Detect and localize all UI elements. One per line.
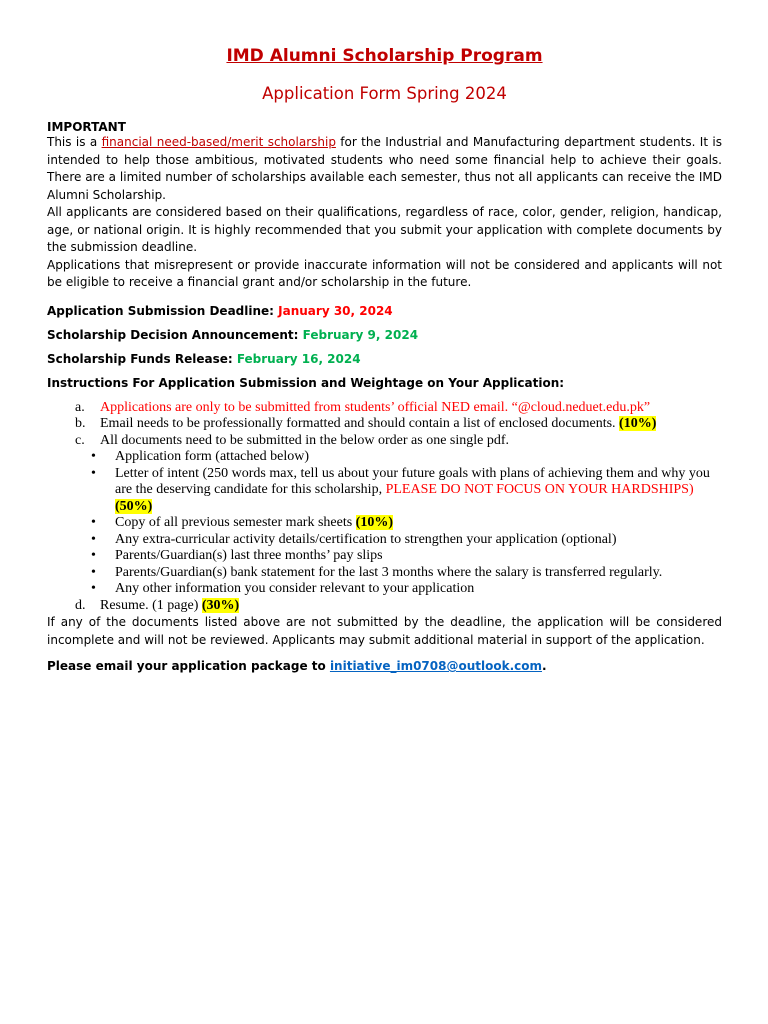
bullet-icon: • <box>91 581 96 596</box>
list-item: d. Resume. (1 page) (30%) <box>75 597 240 613</box>
list-item: b. Email needs to be professionally formatted and should contain a list of enclosed documents. (10%) <box>75 416 657 431</box>
instructions-list <box>47 400 722 615</box>
scholarship-type-link[interactable]: financial need-based/merit scholarship <box>101 135 336 149</box>
instructions-heading: Instructions For Application Submission and Weightage on Your Application: <box>47 375 565 390</box>
list-item: • Parents/Guardian(s) bank statement for the last 3 months where the salary is transferred regularly. <box>91 564 663 580</box>
list-marker: d. <box>75 597 86 613</box>
documents-list <box>47 449 722 598</box>
list-item: • Letter of intent (250 words max, tell us about your future goals with plans of achieving them and why you are the deserving candidate for this scholarship, PLEASE DO NOT FOCUS ON YOUR HARDSHIPS) (50%) <box>91 465 710 514</box>
list-marker: b. <box>75 416 86 431</box>
funds-release-date: February 16, 2024 <box>236 351 361 366</box>
weight-badge: (30%) <box>201 597 240 613</box>
intro-paragraph-3: Applications that misrepresent or provide inaccurate information will not be considered and applicants will not be eligible to receive a financial grant and/or scholarship in the future. <box>47 257 722 289</box>
important-heading: IMPORTANT <box>47 120 126 134</box>
weight-badge: (50%) <box>115 498 153 514</box>
list-marker: c. <box>75 432 85 448</box>
list-item: • Application form (attached below) <box>91 449 309 464</box>
list-item: • Any extra-curricular activity details/certification to strengthen your application (optional) <box>91 531 617 547</box>
weight-badge: (10%) <box>619 416 657 431</box>
email-instruction: Please email your application package to initiative_im0708@outlook.com. <box>47 659 547 673</box>
document-page <box>47 40 722 673</box>
submission-deadline-date: January 30, 2024 <box>278 303 393 318</box>
weight-badge: (10%) <box>355 515 393 530</box>
email-link[interactable]: initiative_im0708@outlook.com <box>329 659 543 673</box>
bullet-icon: • <box>91 515 96 530</box>
list-marker: a. <box>75 399 85 415</box>
document-title: IMD Alumni Scholarship Program <box>226 46 543 66</box>
bullet-icon: • <box>91 564 96 580</box>
closing-paragraph: If any of the documents listed above are not submitted by the deadline, the application will be considered incomplete and will not be reviewed. Applicants may submit additional material in support of the application. <box>47 615 722 647</box>
document-subtitle: Application Form Spring 2024 <box>262 84 507 103</box>
submission-deadline: Application Submission Deadline: January 30, 2024 <box>47 303 393 318</box>
bullet-icon: • <box>91 548 96 563</box>
funds-release: Scholarship Funds Release: February 16, 2024 <box>47 351 361 366</box>
decision-announcement: Scholarship Decision Announcement: February 9, 2024 <box>47 327 419 342</box>
list-item: • Parents/Guardian(s) last three months’ pay slips <box>91 548 383 563</box>
decision-announcement-date: February 9, 2024 <box>302 327 419 342</box>
bullet-icon: • <box>91 449 96 464</box>
documents-sublist-container <box>47 449 722 598</box>
list-item: • Any other information you consider relevant to your application <box>91 581 475 596</box>
bullet-icon: • <box>91 465 96 481</box>
bullet-icon: • <box>91 531 96 547</box>
intro-paragraph-2: All applicants are considered based on their qualifications, regardless of race, color, gender, religion, handicap, age, or national origin. It is highly recommended that you submit your application with complete documents by the submission deadline. <box>47 205 722 254</box>
list-item: c. All documents need to be submitted in the below order as one single pdf. <box>75 432 510 448</box>
intro-paragraph-1: This is a financial need-based/merit scholarship for the Industrial and Manufacturing department students. It is intended to help those ambitious, motivated students who need some financial help to achieve their goals. There are a limited number of scholarships available each semester, thus not all applicants can receive the IMD Alumni Scholarship. <box>47 135 722 202</box>
list-item: • Copy of all previous semester mark sheets (10%) <box>91 515 393 530</box>
list-item: a. Applications are only to be submitted from students’ official NED email. “@cloud.neduet.edu.pk” <box>75 399 651 415</box>
